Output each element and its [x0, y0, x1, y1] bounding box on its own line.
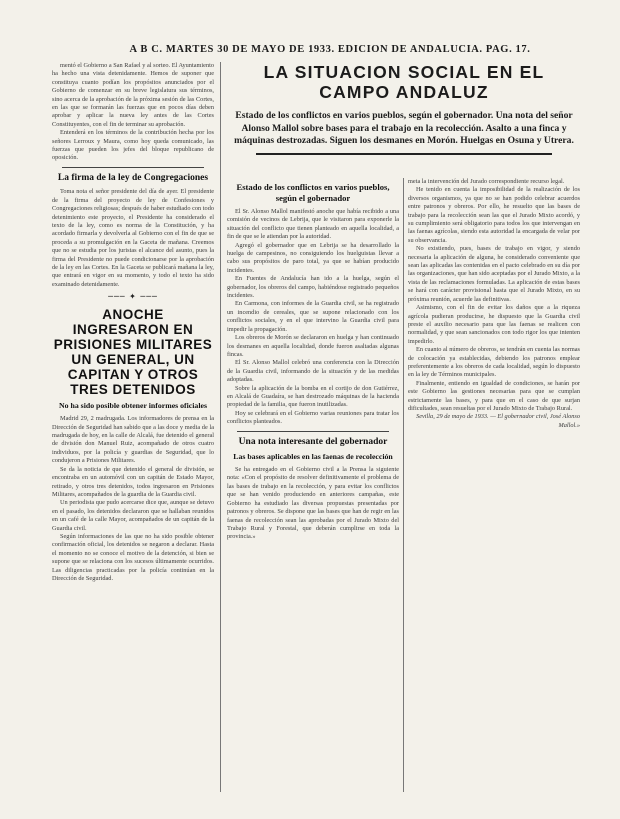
main-article-banner: [226, 62, 582, 160]
article-text: mentó el Gobierno a San Rafael y al sorteo. El Ayuntamiento ha hecho una vista detenidamente. Hemos de suponer que constituya cuanto podían los propósitos anunciados por el Gobierno de comenzar en su breve legislatura sus términos, sino acerca de la aprobación de la próxima sesión de las Cortes, en las que se formarán las fuerzas que en pocos días deben aprobar y aplicar la nueva ley antes de las Cortes Constituyentes, con el fin de terminar su aprobación.: [52, 62, 214, 128]
column-divider: [403, 178, 404, 792]
article-text: Se da la noticia de que detenido el general de división, se encontraba en un automóvil con un capitán de Estado Mayor, retirado, y otros tres detenidos, todos ingresaron en Prisiones Militares, acompañados de la guardia de la Guardia civil.: [52, 465, 214, 498]
divider: [62, 167, 204, 168]
article-text: Hoy se celebrará en el Gobierno varias reuniones para tratar los conflictos planteados.: [227, 409, 399, 426]
article-text: Los obreros de Morón se declararon en huelga y han continuado los desmanes en aquella localidad, donde fueron asaltadas algunas fincas.: [227, 334, 399, 358]
article-text: Se ha entregado en el Gobierno civil a la Prensa la siguiente nota: «Con el propósito de resolver definitivamente el problema de las bases de trabajo en la recolección, y para evitar los conflictos que se han venido produciendo en anteriores campañas, este Gobierno ha estudiado las diversas propuestas presentadas por patronos y obreros. Se dispone que las bases que han de regir en las faenas de recolección sean las aprobadas por el Jurado Mixto del Trabajo Rural y Forestal, que deberán cumplirse en toda la provincia.»: [227, 466, 399, 541]
article-headline-nota: Una nota interesante del gobernador: [238, 436, 388, 447]
column-right: [408, 178, 580, 792]
article-headline-congregaciones: La firma de la ley de Congregaciones: [57, 172, 209, 183]
divider: [237, 431, 389, 432]
ornament-divider: ─── ✦ ───: [108, 292, 158, 302]
article-text: Agregó el gobernador que en Lebrija se ha desarrollado la huelga de campesinos, no consiguiendo los huelguistas llevar a cabo sus propósitos de paro total, ya que se habían producido incidentes.: [227, 241, 399, 274]
article-text: Madrid 29, 2 madrugada. Los informadores de prensa en la Dirección de Seguridad han sabido que a las doce y media de la madrugada de hoy, en la calle de Alcalá, fue detenido el general de división don Manuel Ruiz, acompañado de otros cuatro individuos, por la policía y guardias de Seguridad, que lo condujeron a Prisiones Militares.: [52, 415, 214, 465]
article-text: Asimismo, con el fin de evitar los daños que a la riqueza agrícola pudieran producirse, he dispuesto que la Guardia civil preste el auxilio necesario para que las faenas se realicen con normalidad, y que sean sancionados con todo rigor los que intenten impedirlo.: [408, 304, 580, 345]
article-signature: Sevilla, 29 de mayo de 1933. — El gobernador civil, José Alonso Mallol.»: [416, 413, 580, 429]
main-subheadline: Estado de los conflictos en varios pueblos, según el gobernador. Una nota del señor Alonso Mallol sobre bases para el trabajo en la recolección. Asalto a una finca y máquinas destrozadas. Siguen los desmanes en Morón. Huelgas en Osuna y Utrera.: [234, 110, 574, 146]
article-text: meta la intervención del Jurado correspondiente recurso legal.: [408, 178, 565, 185]
column-left: [52, 62, 214, 792]
page-header: A B C. MARTES 30 DE MAYO DE 1933. EDICION DE ANDALUCIA. PAG. 17.: [129, 44, 531, 55]
article-text: Toma nota el señor presidente del día de ayer. El presidente de la firma del proyecto de ley de Confesiones y Congregaciones religiosas; después de haber estudiado con todo detenimiento este proyecto, el Presidente ha considerado el texto de la ley, como es norma de la Constitución, y ha acordado firmarla y devolverla al Gobierno con el fin de que se proceda a su promulgación en la Gaceta de mañana. Creemos que no se estudia por los juristas el alcance del asunto, pues la firma del Presidente no puede condicionarse por la aprobación de la ley en las Cortes. En la Gaceta se publicará mañana la ley, que entrará en vigor en su momento, y todo el texto ha sido examinado detenidamente.: [52, 188, 214, 288]
article-text: Sobre la aplicación de la bomba en el cortijo de don Gutiérrez, en Alcalá de Guadaíra, se han destrozado máquinas de la hacienda propiedad de la familia, que fueron inutilizadas.: [227, 384, 399, 409]
article-text: Finalmente, entiendo en igualdad de condiciones, se harán por este Gobierno las gestiones necesarias para que se cumplan estrictamente las bases, y para que en el caso de que surjan dificultades, sean resueltas por el Jurado Mixto de Trabajo Rural.: [408, 379, 580, 412]
article-headline-conflictos: Estado de los conflictos en varios pueblos, según el gobernador: [236, 182, 390, 203]
article-text: El Sr. Alonso Mallol celebró una conferencia con la Dirección de la Guardia civil, informando de la situación y de las medidas adoptadas.: [227, 359, 399, 384]
article-text: Un periodista que pudo acercarse dice que, aunque se detuvo en el pasado, los detenidos declararon que se hallaban reunidos en un café de la calle Mayor, acompañados de un capitán de la Guardia civil.: [52, 499, 214, 532]
article-text: He tenido en cuenta la imposibilidad de la realización de los diversos organismos, ya que no se han podido celebrar acuerdos entre patronos y obreros. Por ello, he resuelto que las bases de trabajo para la recolección sean las que el Jurado Mixto acordó, y su cumplimiento será obligatorio para todos los que intervengan en las faenas agrícolas, siendo esta autoridad la encargada de velar por su observancia.: [408, 186, 580, 244]
article-text: En Carmona, con informes de la Guardia civil, se ha registrado un incendio de cereales, que se supone relacionado con los conflictos sociales, y en el que intervino la Guardia civil para impedir la propagación.: [227, 300, 399, 333]
article-subheadline: No ha sido posible obtener informes oficiales: [59, 401, 207, 411]
article-subheadline: Las bases aplicables en las faenas de recolección: [233, 452, 393, 462]
article-text: No existiendo, pues, bases de trabajo en vigor, y siendo necesaria la aplicación de alguna, he considerado conveniente que sean las aplicadas las contenidas en el pacto celebrado en su día por las organizaciones, que han sido aceptadas por el Jurado Mixto, a la vista de las reclamaciones formuladas. La aplicación de estas bases se hará con carácter provisional hasta que el Jurado Mixto, en su próxima reunión, acuerde las definitivas.: [408, 245, 580, 303]
divider: [256, 153, 552, 155]
article-text: En Fuentes de Andalucía han ido a la huelga, según el gobernador, los obreros del campo, habiéndose registrado pequeños incidentes.: [227, 275, 399, 300]
article-text: El Sr. Alonso Mallol manifestó anoche que había recibido a una comisión de vecinos de Lebrija, que le visitaron para exponerle la situación del conflicto que tienen planteado en aquella localidad, a fin de que se le atiendan por la autoridad.: [227, 208, 399, 241]
column-middle: [227, 178, 399, 792]
article-headline-prisiones: ANOCHE INGRESARON EN PRISIONES MILITARES UN GENERAL, UN CAPITAN Y OTROS TRES DETENIDOS: [53, 307, 213, 398]
main-headline: LA SITUACION SOCIAL EN EL CAMPO ANDALUZ: [263, 62, 545, 102]
article-text: Entenderá en los términos de la contribución hecha por los señores Lerroux y Maura, como hoy queda comunicado, las fuerzas que pueden los jefes del bloque republicano de oposición.: [52, 129, 214, 162]
article-text: Según informaciones de las que no ha sido posible obtener confirmación oficial, los detenidos se negaron a declarar. Hasta el momento no se conoce el motivo de la detención, si bien se supone que se relaciona con los sucesos últimamente ocurridos. Las diligencias practicadas por la policía continúan en la Dirección de Seguridad.: [52, 532, 214, 582]
article-text: En cuanto al número de obreros, se tendrán en cuenta las normas de colocación ya establecidas, debiendo los patronos emplear preferentemente a los obreros de cada localidad, según lo dispuesto en la ley de Términos municipales.: [408, 346, 580, 379]
column-divider: [220, 62, 221, 792]
